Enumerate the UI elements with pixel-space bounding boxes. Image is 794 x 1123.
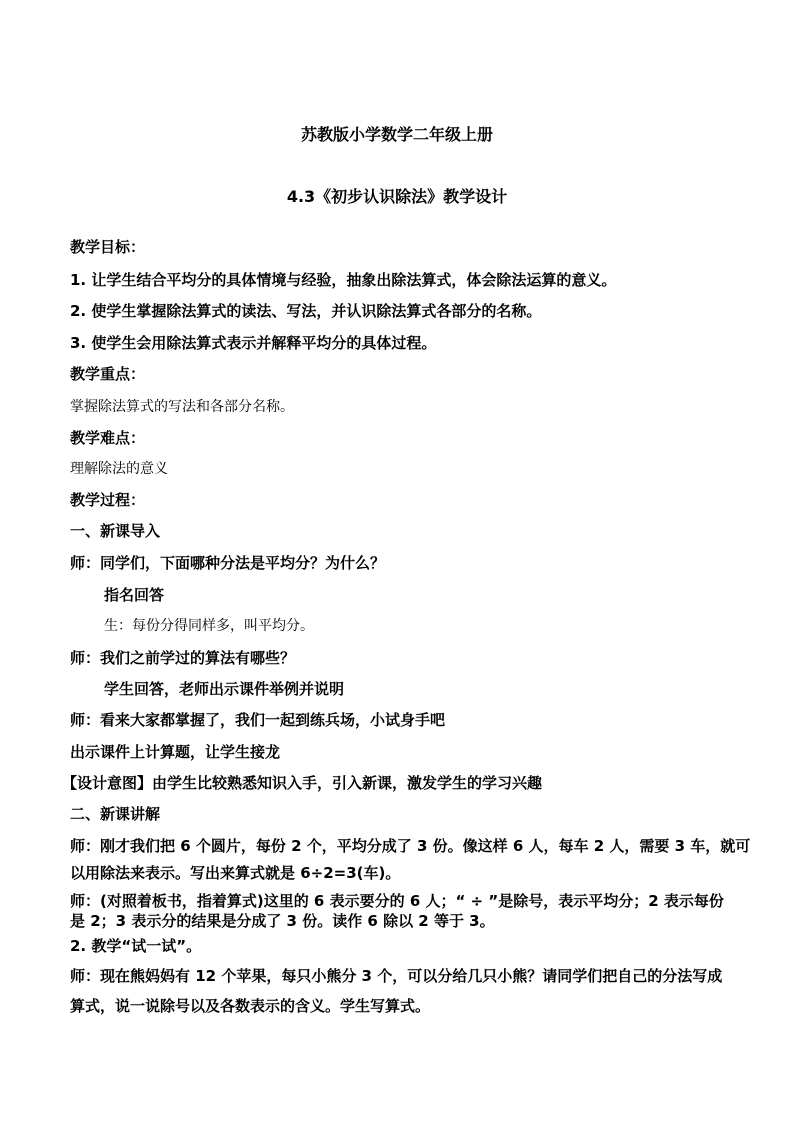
subsection-heading: 二、新课讲解 <box>70 805 161 823</box>
section-heading-process: 教学过程： <box>70 491 146 509</box>
dialogue-line: 算式，说一说除号以及各数表示的含义。学生写算式。 <box>70 997 431 1015</box>
document-title: 苏教版小学数学二年级上册 <box>300 125 493 144</box>
dialogue-line: 师：我们之前学过的算法有哪些？ <box>70 649 296 667</box>
section-heading-key-points: 教学重点： <box>70 365 146 383</box>
section-heading-difficulties: 教学难点： <box>70 429 146 447</box>
objective-item: 2. 使学生掌握除法算式的读法、写法，并认识除法算式各部分的名称。 <box>70 302 542 320</box>
dialogue-line: 师：(对照着板书，指着算式)这里的 6 表示要分的 6 人；“ ÷ ”是除号，表示平均分；2 表示每份 <box>70 892 724 910</box>
section-heading-objectives: 教学目标： <box>70 238 146 256</box>
dialogue-line: 是 2；3 表示分的结果是分成了 3 份。读作 6 除以 2 等于 3。 <box>70 912 495 930</box>
dialogue-line: 指名回答 <box>104 586 165 604</box>
subsection-heading: 一、新课导入 <box>70 522 161 540</box>
key-point-text: 掌握除法算式的写法和各部分名称。 <box>70 399 294 415</box>
dialogue-line: 师：同学们，下面哪种分法是平均分？为什么？ <box>70 554 386 572</box>
design-intent: 【设计意图】由学生比较熟悉知识入手，引入新课，激发学生的学习兴趣 <box>62 774 543 792</box>
difficulty-text: 理解除法的意义 <box>70 461 168 477</box>
dialogue-line: 师：看来大家都掌握了，我们一起到练兵场，小试身手吧 <box>70 711 446 729</box>
dialogue-line: 学生回答，老师出示课件举例并说明 <box>104 680 345 698</box>
dialogue-line: 生：每份分得同样多，叫平均分。 <box>104 618 314 634</box>
objective-item: 3. 使学生会用除法算式表示并解释平均分的具体过程。 <box>70 334 437 352</box>
dialogue-line: 师：刚才我们把 6 个圆片，每份 2 个，平均分成了 3 份。像这样 6 人，每车 2 人，需要 3 车，就可 <box>70 837 751 855</box>
document-subtitle: 4.3《初步认识除法》教学设计 <box>286 187 508 206</box>
dialogue-line: 出示课件上计算题，让学生接龙 <box>70 743 281 761</box>
dialogue-line: 师：现在熊妈妈有 12 个苹果，每只小熊分 3 个，可以分给几只小熊？请同学们把自己的分法写成 <box>70 967 723 985</box>
subsection-heading: 2. 教学“试一试”。 <box>70 937 202 955</box>
dialogue-line: 以用除法来表示。写出来算式就是 6÷2=3(车)。 <box>70 864 401 882</box>
objective-item: 1. 让学生结合平均分的具体情境与经验，抽象出除法算式，体会除法运算的意义。 <box>70 271 617 289</box>
